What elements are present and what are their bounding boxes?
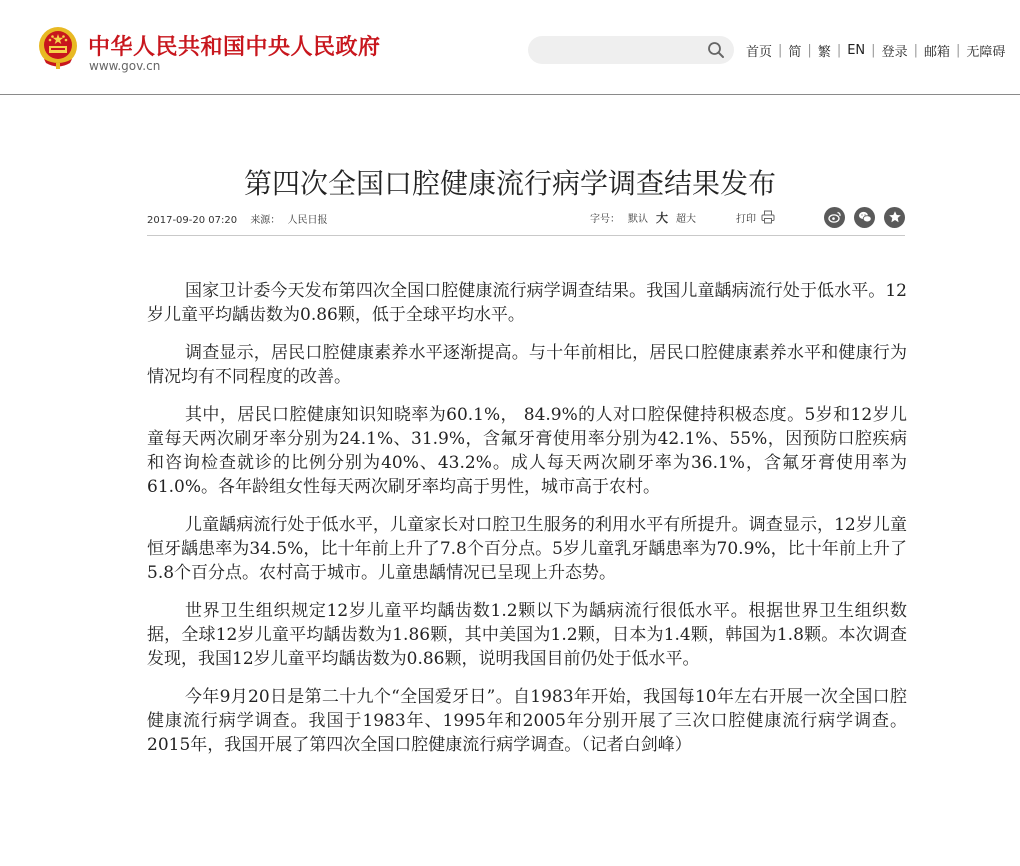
nav-separator: | [913,43,918,58]
nav-mail-link[interactable]: 邮箱 [923,45,950,60]
weibo-icon [828,210,842,224]
source-name: 人民日报 [287,215,328,226]
nav-home-link[interactable]: 首页 [746,45,773,60]
nav-separator: | [955,43,961,58]
meta-tools [590,206,905,228]
site-title[interactable]: 中华人民共和国中央人民政府 [88,35,381,60]
nav-separator: | [871,43,876,58]
article-meta [147,200,905,236]
printer-icon [761,210,775,224]
publish-datetime: 2017-09-20 07:20 [147,215,238,226]
favorite-button[interactable] [884,207,905,228]
nav-separator: | [807,43,812,58]
nav-login-link[interactable]: 登录 [881,45,908,60]
nav-separator: | [836,43,842,58]
nav-simplified-link[interactable]: 简 [788,45,802,60]
article-paragraph: 世界卫生组织规定12岁儿童平均龋齿数1.2颗以下为龋病流行很低水平。根据世界卫生组织数据，全球12岁儿童平均龋齿数为1.86颗，其中美国为1.2颗，日本为1.4颗，韩国为1.8颗。本次调查发现，我国12岁儿童平均龋齿数为0.86颗，说明我国目前仍处于低水平。 [147,601,907,669]
article-body [147,279,907,771]
wechat-icon [858,210,872,224]
fontsize-large-option[interactable]: 大 [655,210,668,225]
print-button[interactable] [736,210,775,225]
search-icon[interactable] [707,41,725,59]
article-paragraph: 今年9月20日是第二十九个“全国爱牙日”。自1983年开始，我国每10年左右开展一次全国口腔健康流行病学调查。我国于1983年、1995年和2005年分别开展了三次口腔健康流行病学调查。2015年，我国开展了第四次全国口腔健康流行病学调查。（记者白剑峰） [147,687,907,755]
fontsize-label: 字号： [589,213,620,225]
share-buttons [815,207,905,228]
search-box [528,36,734,64]
nav-accessibility-link[interactable]: 无障碍 [966,45,1006,60]
fontsize-default-option[interactable]: 默认 [627,213,648,225]
article-paragraph: 其中，居民口腔健康知识知晓率为60.1%， 84.9%的人对口腔保健持积极态度。5岁和12岁儿童每天两次刷牙率分别为24.1%、31.9%，含氟牙膏使用率分别为42.1%、55%，因预防口腔疾病和咨询检查就诊的比例分别为40%、43.2%。成人每天两次刷牙率为36.1%，含氟牙膏使用率为61.0%。各年龄组女性每天两次刷牙率均高于男性，城市高于农村。 [147,405,907,497]
article-title: 第四次全国口腔健康流行病学调查结果发布 [243,166,776,200]
favorite-star-icon [888,210,902,224]
site-header [0,0,1020,95]
share-wechat-button[interactable] [854,207,875,228]
meta-info [147,211,338,226]
source-label: 来源： [250,215,281,226]
search-input[interactable] [542,40,702,60]
national-emblem-icon[interactable] [38,26,78,70]
site-url: www.gov.cn [89,59,161,73]
print-label: 打印 [736,213,756,225]
article-paragraph: 国家卫计委今天发布第四次全国口腔健康流行病学调查结果。我国儿童龋病流行处于低水平。12岁儿童平均龋齿数为0.86颗，低于全球平均水平。 [147,281,907,325]
share-weibo-button[interactable] [824,207,845,228]
article-paragraph: 儿童龋病流行处于低水平，儿童家长对口腔卫生服务的利用水平有所提升。调查显示，12岁儿童恒牙龋患率为34.5%，比十年前上升了7.8个百分点。5岁儿童乳牙龋患率为70.9%，比十年前上升了5.8个百分点。农村高于城市。儿童患龋情况已呈现上升态势。 [147,515,907,583]
nav-traditional-link[interactable]: 繁 [817,45,831,60]
nav-english-link[interactable]: EN [847,43,866,58]
nav-separator: | [778,43,783,58]
article-paragraph: 调查显示，居民口腔健康素养水平逐渐提高。与十年前相比，居民口腔健康素养水平和健康行为情况均有不同程度的改善。 [147,343,907,387]
top-nav [746,41,1005,60]
fontsize-xlarge-option[interactable]: 超大 [676,213,696,225]
